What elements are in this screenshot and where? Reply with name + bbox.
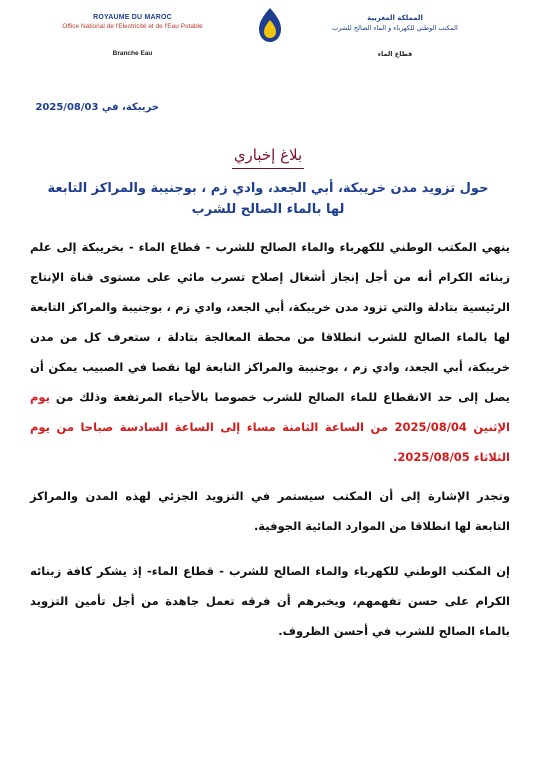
header-french (40, 14, 225, 57)
header-office-ar: المكتب الوطني للكهرباء و الماء الصالح للشرب (332, 24, 458, 32)
header-kingdom-ar: المملكة المغربية (367, 14, 423, 22)
onee-logo-icon (255, 6, 285, 44)
header-kingdom-fr: ROYAUME DU MAROC (93, 14, 172, 21)
paragraph-announcement-text: ينهي المكتب الوطني للكهرباء والماء الصالح للشرب - قطاع الماء - بخريبكة إلى علم زبنائه الكرام أنه من أجل إنجاز أشغال إصلاح تسرب مائي على مستوى قناة الإنتاج الرئيسية بتادلة والتي تزود مدن خريبكة، أبي الجعد، وادي زم ، بوجنيبة والمراكز التابعة لها بالماء الصالح للشرب انطلاقا من محطة المعالجة بتادلة ، ستعرف كل من مدن خريبكة، أبي الجعد، وادي زم ، بوجنيبة والمراكز التابعة لها نقصا في الصبيب يمكن أن يصل إلى حد الانقطاع للماء الصالح للشرب خصوصا بالأحياء المرتفعة وذلك من (30, 240, 510, 404)
paragraph-thanks: إن المكتب الوطني للكهرباء والماء الصالح للشرب - قطاع الماء- إذ يشكر كافة زبنائه الكرام على حسن تفهمهم، ويخبرهم أن فرقه تعمل جاهدة من أجل تأمين التزويد بالماء الصالح للشرب في أحسن الظروف. (30, 564, 510, 638)
header-branch-fr: Branche Eau (112, 50, 153, 57)
title-underline (232, 168, 304, 169)
paragraph-announcement (30, 232, 510, 472)
header-arabic (300, 14, 490, 58)
document-date: خريبكة، في 2025/08/03 (35, 102, 159, 113)
document-subtitle: حول تزويد مدن خريبكة، أبي الجعد، وادي زم ، بوجنيبة والمراكز التابعة لها بالماء الصالح للشرب (47, 181, 489, 217)
document-title: بلاغ إخباري (233, 146, 303, 164)
paragraph-partial-supply: وتجدر الإشارة إلى أن المكتب سيستمر في التزويد الجزئي لهذه المدن والمراكز التابعة لها انطلاقا من الموارد المائية الجوفية. (30, 489, 510, 533)
header-office-fr: Office National de l'Electricité et de l'Eau Potable (62, 23, 203, 30)
header-branch-ar: قطاع الماء (377, 50, 413, 58)
outage-period: يوم الإثنين 2025/08/04 من الساعة الثامنة مساء إلى الساعة السادسة صباحا من يوم الثلاثاء 2025/08/05. (30, 390, 510, 464)
